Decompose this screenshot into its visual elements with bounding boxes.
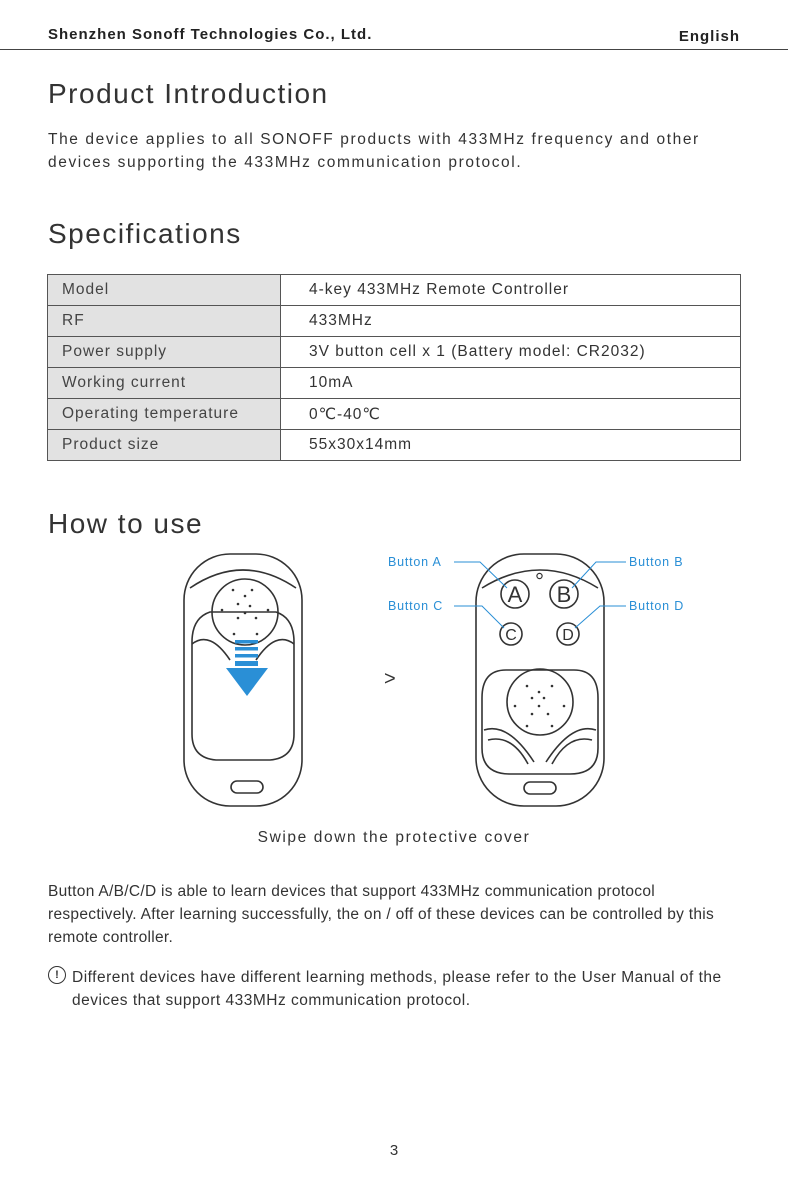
usage-note: Different devices have different learning methods, please refer to the User Manual of the devices that support 433MHz communication protocol.	[72, 969, 722, 1009]
spec-key: Product size	[48, 430, 281, 461]
table-row	[48, 337, 741, 368]
callout-button-d: Button D	[629, 599, 685, 613]
figure-caption: Swipe down the protective cover	[257, 829, 531, 846]
key-letter-d: D	[562, 627, 574, 644]
callout-button-b: Button B	[629, 555, 684, 569]
remote-illustration	[170, 548, 710, 810]
specifications-table	[47, 274, 741, 461]
key-letter-c: C	[505, 627, 517, 644]
next-step-arrow: >	[384, 668, 396, 690]
led-indicator	[537, 573, 542, 578]
section-title-intro: Product Introduction	[48, 78, 329, 109]
callout-button-c: Button C	[388, 599, 444, 613]
table-row	[48, 306, 741, 337]
table-row	[48, 430, 741, 461]
spec-value: 0℃-40℃	[281, 399, 741, 430]
table-row	[48, 275, 741, 306]
table-row	[48, 399, 741, 430]
header-divider	[0, 49, 788, 50]
spec-key: Working current	[48, 368, 281, 399]
spec-value: 55x30x14mm	[281, 430, 741, 461]
company-name: Shenzhen Sonoff Technologies Co., Ltd.	[48, 26, 373, 43]
callout-button-a: Button A	[388, 555, 442, 569]
section-title-specifications: Specifications	[48, 218, 242, 249]
page-number: 3	[389, 1142, 399, 1159]
spec-key: RF	[48, 306, 281, 337]
speaker-holes-right	[514, 685, 566, 728]
spec-value: 4-key 433MHz Remote Controller	[281, 275, 741, 306]
key-letter-a: A	[507, 582, 523, 607]
spec-key: Model	[48, 275, 281, 306]
spec-value: 3V button cell x 1 (Battery model: CR2032)	[281, 337, 741, 368]
section-title-how-to-use: How to use	[48, 508, 204, 539]
remote-cover-open	[476, 554, 604, 806]
language-label: English	[678, 28, 740, 45]
intro-text: The device applies to all SONOFF products with 433MHz frequency and other devices supporting the 433MHz communication protocol.	[48, 131, 700, 171]
spec-key: Power supply	[48, 337, 281, 368]
table-row	[48, 368, 741, 399]
swipe-down-arrow-icon	[226, 640, 268, 696]
usage-description: Button A/B/C/D is able to learn devices that support 433MHz communication protocol respectively. After learning successfully, the on / off of these devices can be controlled by this remote controller.	[48, 883, 715, 946]
callout-lines	[454, 562, 626, 628]
spec-value: 10mA	[281, 368, 741, 399]
spec-key: Operating temperature	[48, 399, 281, 430]
key-letter-b: B	[556, 582, 572, 607]
spec-value: 433MHz	[281, 306, 741, 337]
warning-icon: !	[48, 966, 66, 984]
